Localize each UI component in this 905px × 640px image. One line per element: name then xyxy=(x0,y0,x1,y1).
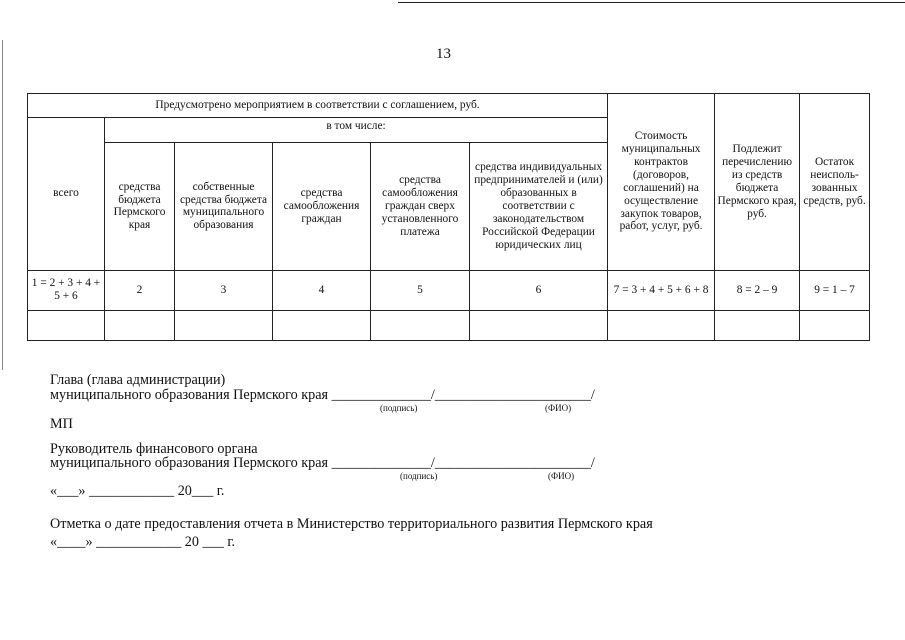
empty-cell[interactable] xyxy=(715,310,800,340)
empty-cell[interactable] xyxy=(175,310,273,340)
head-sign-label: (подпись) xyxy=(380,403,418,413)
header-col-7: Стоимость муниципальных контрактов (договоров, соглашений) на осуществление закупок товаров, работ, услуг, руб. xyxy=(608,94,715,271)
header-col-4: средства самообложения граждан xyxy=(273,143,371,271)
number-cell: 6 xyxy=(470,270,608,310)
fin-name-label: (ФИО) xyxy=(548,471,575,481)
fin-title: Руководитель финансового органа xyxy=(50,441,258,457)
empty-cell[interactable] xyxy=(273,310,371,340)
top-border-line xyxy=(398,2,905,3)
number-cell: 8 = 2 – 9 xyxy=(715,270,800,310)
stamp-label: МП xyxy=(50,416,73,432)
fin-signature-line: муниципального образования Пермского края ______________/______________________/ xyxy=(50,455,595,471)
left-margin-line xyxy=(2,40,3,370)
submission-mark-text: Отметка о дате предоставления отчета в Министерство территориального развития Пермского края xyxy=(50,516,653,532)
empty-cell[interactable] xyxy=(371,310,470,340)
header-main: Предусмотрено мероприятием в соответствии с соглашением, руб. xyxy=(28,94,608,118)
fin-sign-label: (подпись) xyxy=(400,471,438,481)
header-col-6: средства индивидуальных предпринимателей и (или) образованных в соответствии с законодательством Российской Федерации юридических лиц xyxy=(470,143,608,271)
fin-date-line: «___» ____________ 20___ г. xyxy=(50,483,225,499)
header-col-3: собственные средства бюджета муниципального образования xyxy=(175,143,273,271)
header-col-9: Остаток неисполь-зованных средств, руб. xyxy=(800,94,870,271)
header-col-total: всего xyxy=(28,118,105,271)
number-cell: 4 xyxy=(273,270,371,310)
header-col-2: средства бюджета Пермского края xyxy=(105,143,175,271)
table-row-empty xyxy=(28,310,870,340)
head-title: Глава (глава администрации) xyxy=(50,372,226,388)
page-number: 13 xyxy=(436,46,451,62)
number-cell: 2 xyxy=(105,270,175,310)
empty-cell[interactable] xyxy=(608,310,715,340)
number-cell: 1 = 2 + 3 + 4 + 5 + 6 xyxy=(28,270,105,310)
empty-cell[interactable] xyxy=(105,310,175,340)
empty-cell[interactable] xyxy=(470,310,608,340)
submission-date-line: «____» ____________ 20 ___ г. xyxy=(50,534,236,550)
table-row-numbers xyxy=(28,270,870,310)
number-cell: 5 xyxy=(371,270,470,310)
header-col-8: Подлежит перечислению из средств бюджета Пермского края, руб. xyxy=(715,94,800,271)
head-signature-line: муниципального образования Пермского края ______________/______________________/ xyxy=(50,387,595,403)
header-col-5: средства самообложения граждан сверх установленного платежа xyxy=(371,143,470,271)
empty-cell[interactable] xyxy=(28,310,105,340)
header-including: в том числе: xyxy=(105,118,608,143)
report-table xyxy=(27,93,870,341)
head-name-label: (ФИО) xyxy=(545,403,572,413)
number-cell: 3 xyxy=(175,270,273,310)
number-cell: 9 = 1 – 7 xyxy=(800,270,870,310)
empty-cell[interactable] xyxy=(800,310,870,340)
number-cell: 7 = 3 + 4 + 5 + 6 + 8 xyxy=(608,270,715,310)
